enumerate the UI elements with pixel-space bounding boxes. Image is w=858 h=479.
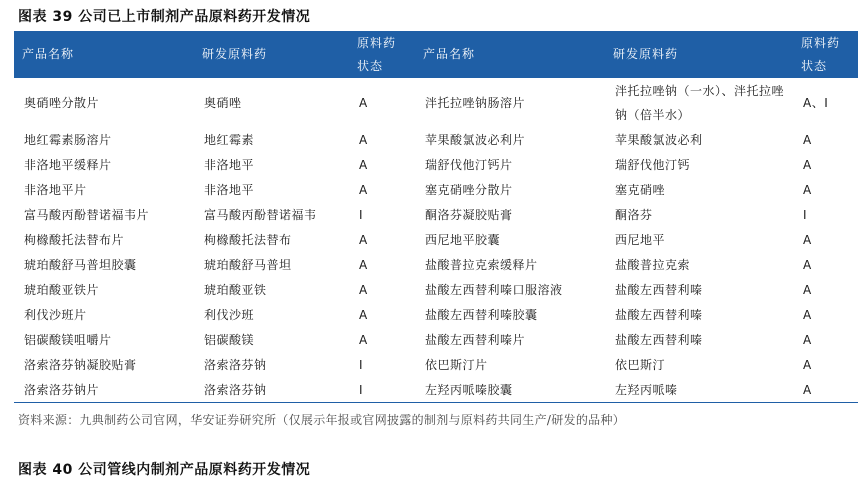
product-name-cell: 盐酸左西替利嗪口服溶液 [425,283,563,297]
api-cell: 洛索洛芬钠 [204,358,267,372]
product-name-cell: 利伐沙班片 [24,308,87,322]
api-status-cell: A [803,257,812,272]
product-name-cell: 瑞舒伐他汀钙片 [425,158,513,172]
header-api-status: 原料药 状态 [349,31,415,78]
product-name-cell: 泮托拉唑钠肠溶片 [425,95,526,110]
product-name-cell: 洛索洛芬钠凝胶贴膏 [24,358,137,372]
product-name-cell: 琥珀酸舒马普坦胶囊 [24,258,137,272]
api-status-cell: A、I [803,95,829,110]
api-status-cell: A [359,232,368,247]
api-status-cell: A [803,132,812,147]
table-row [14,202,858,227]
api-status-cell: A [793,377,858,403]
api-status-cell: A [359,332,368,347]
product-name-cell: 地红霉素肠溶片 [24,133,112,147]
source-note: 资料来源：九典制药公司官网，华安证券研究所（仅展示年报或官网披露的制剂与原料药共同生产/研发的品种） [18,413,626,427]
api-cell: 奥硝唑 [204,95,242,110]
api-cell: 非洛地平 [204,158,255,172]
api-status-cell: I [349,377,415,403]
api-status-cell: A [359,95,368,110]
api-status-cell: A [803,357,812,372]
api-cell: 依巴斯汀 [615,358,666,372]
api-status-cell: A [359,182,368,197]
table-row [14,252,858,277]
api-cell: 泮托拉唑钠（一水）、泮托拉唑钠（倍半水） [615,83,785,122]
header-api: 研发原料药 [605,31,793,78]
api-status-cell: A [359,307,368,322]
product-name-cell: 依巴斯汀片 [425,358,488,372]
api-cell: 利伐沙班 [204,308,255,322]
api-status-cell: I [803,207,808,222]
table-header-row [14,31,858,78]
header-product-name: 产品名称 [14,31,194,78]
api-cell: 洛索洛芬钠 [194,377,349,403]
api-status-cell: I [359,207,364,222]
table-row [14,127,858,152]
product-name-cell: 盐酸左西替利嗪片 [425,333,526,347]
api-status-cell: A [803,157,812,172]
product-name-cell: 洛索洛芬钠片 [14,377,194,403]
api-status-cell: A [803,232,812,247]
table-row [14,277,858,302]
product-name-cell: 苹果酸氯波必利片 [425,133,526,147]
api-cell: 非洛地平 [204,183,255,197]
api-status-cell: A [803,307,812,322]
api-cell: 铝碳酸镁 [204,333,255,347]
figure-title: 图表 39 公司已上市制剂产品原料药开发情况 [18,9,311,25]
api-status-cell: A [359,132,368,147]
product-name-cell: 盐酸左西替利嗪胶囊 [425,308,538,322]
table-row [14,352,858,377]
api-status-cell: I [359,357,364,372]
api-cell: 地红霉素 [204,133,255,147]
product-name-cell: 西尼地平胶囊 [425,233,501,247]
api-cell: 瑞舒伐他汀钙 [615,158,691,172]
api-cell: 盐酸左西替利嗪 [615,308,703,322]
product-name-cell: 琥珀酸亚铁片 [24,283,100,297]
product-name-cell: 奥硝唑分散片 [24,95,100,110]
api-status-cell: A [803,282,812,297]
api-cell: 酮洛芬 [615,208,653,222]
api-status-cell: A [803,332,812,347]
api-development-table [14,31,858,403]
table-row [14,327,858,352]
product-name-cell: 塞克硝唑分散片 [425,183,513,197]
product-name-cell: 盐酸普拉克索缓释片 [425,258,538,272]
product-name-cell: 非洛地平缓释片 [24,158,112,172]
table-row [14,152,858,177]
table-row [14,78,858,127]
table-row [14,377,858,403]
product-name-cell: 富马酸丙酚替诺福韦片 [24,208,150,222]
table-row [14,177,858,202]
api-status-cell: A [803,182,812,197]
api-cell: 盐酸左西替利嗪 [615,333,703,347]
api-cell: 琥珀酸亚铁 [204,283,267,297]
product-name-cell: 左羟丙哌嗪胶囊 [415,377,605,403]
api-cell: 琥珀酸舒马普坦 [204,258,292,272]
api-cell: 苹果酸氯波必利 [615,133,703,147]
api-cell: 左羟丙哌嗪 [605,377,793,403]
table-row [14,302,858,327]
api-status-cell: A [359,157,368,172]
product-name-cell: 枸橼酸托法替布片 [24,233,125,247]
header-api: 研发原料药 [194,31,349,78]
api-cell: 盐酸左西替利嗪 [615,283,703,297]
product-name-cell: 酮洛芬凝胶贴膏 [425,208,513,222]
header-api-status: 原料药 状态 [793,31,858,78]
api-cell: 富马酸丙酚替诺福韦 [204,208,317,222]
api-cell: 枸橼酸托法替布 [204,233,292,247]
api-cell: 塞克硝唑 [615,183,666,197]
api-cell: 盐酸普拉克索 [615,258,691,272]
product-name-cell: 铝碳酸镁咀嚼片 [24,333,112,347]
header-product-name: 产品名称 [415,31,605,78]
product-name-cell: 非洛地平片 [24,183,87,197]
table-row [14,227,858,252]
api-status-cell: A [359,257,368,272]
api-cell: 西尼地平 [615,233,666,247]
next-figure-title: 图表 40 公司管线内制剂产品原料药开发情况 [18,462,311,478]
api-status-cell: A [359,282,368,297]
